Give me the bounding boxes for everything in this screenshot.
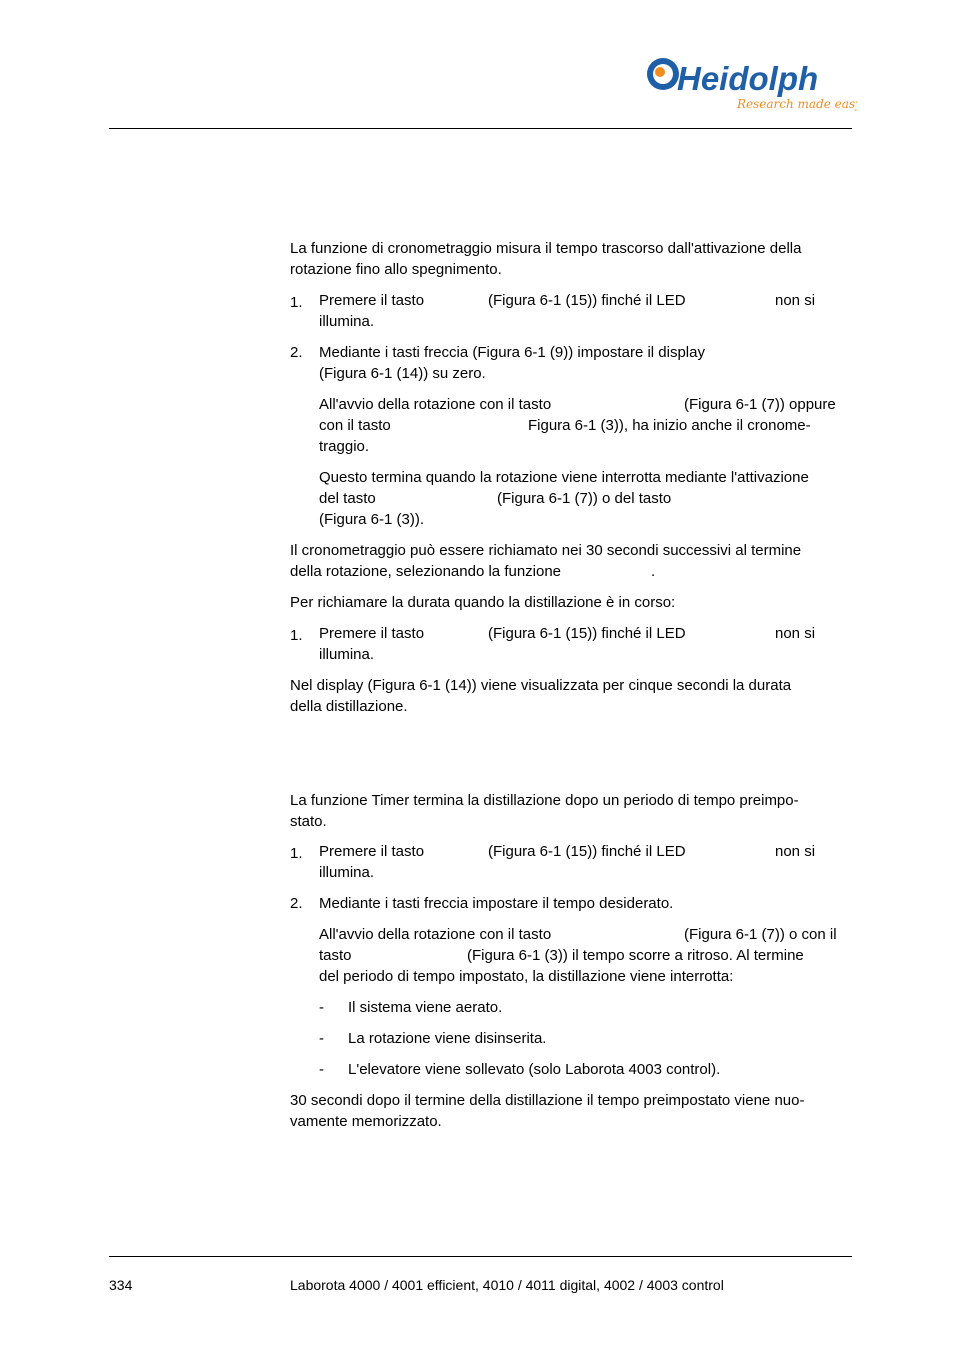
paragraph-line: della distillazione. xyxy=(290,698,408,715)
paragraph-line: La funzione di cronometraggio misura il tempo trascorso dall'attivazione della xyxy=(290,240,802,257)
step-text: illumina. xyxy=(319,864,375,881)
step-text: (Figura 6-1 (15)) finché il LED xyxy=(488,843,686,860)
paragraph-line: 30 secondi dopo il termine della distillazione il tempo preimpostato viene nuo- xyxy=(290,1092,805,1109)
paragraph-line: del periodo di tempo impostato, la distillazione viene interrotta: xyxy=(319,968,734,985)
step-text: (Figura 6-1 (15)) finché il LED xyxy=(488,625,686,642)
step-number: 1. xyxy=(290,627,303,644)
heidolph-logo xyxy=(645,52,857,112)
heidolph-logo-graphic xyxy=(645,52,857,112)
paragraph-line: Per richiamare la durata quando la distillazione è in corso: xyxy=(290,594,676,611)
paragraph-line: Questo termina quando la rotazione viene interrotta mediante l'attivazione xyxy=(319,469,809,486)
header-rule xyxy=(109,128,852,129)
step-number: 2. xyxy=(290,895,303,912)
step-text: Premere il tasto xyxy=(319,625,425,642)
paragraph-line: rotazione fino allo spegnimento. xyxy=(290,261,502,278)
paragraph-line: (Figura 6-1 (3)). xyxy=(319,511,425,528)
footer-rule xyxy=(109,1256,852,1257)
paragraph-line: (Figura 6-1 (7)) oppure xyxy=(684,396,836,413)
paragraph-line: stato. xyxy=(290,813,327,830)
page-number: 334 xyxy=(109,1277,133,1293)
step-text: Premere il tasto xyxy=(319,292,425,309)
paragraph-line: . xyxy=(651,563,656,580)
step-number: 2. xyxy=(290,344,303,361)
step-text: illumina. xyxy=(319,646,375,663)
step-text: (Figura 6-1 (15)) finché il LED xyxy=(488,292,686,309)
step-text: (Figura 6-1 (14)) su zero. xyxy=(319,365,486,382)
list-item: L'elevatore viene sollevato (solo Laborota 4003 control). xyxy=(348,1061,721,1078)
paragraph-line: tasto xyxy=(319,947,352,964)
step-number: 1. xyxy=(290,294,303,311)
paragraph-line: (Figura 6-1 (7)) o con il xyxy=(684,926,837,943)
paragraph-line: All'avvio della rotazione con il tasto xyxy=(319,396,552,413)
paragraph-line: della rotazione, selezionando la funzione xyxy=(290,563,562,580)
paragraph-line: La funzione Timer termina la distillazione dopo un periodo di tempo preimpo- xyxy=(290,792,799,809)
paragraph-line: (Figura 6-1 (7)) o del tasto xyxy=(497,490,672,507)
step-text: non si xyxy=(775,843,816,860)
step-text: non si xyxy=(775,625,816,642)
paragraph-line: con il tasto xyxy=(319,417,391,434)
bullet-mark: - xyxy=(319,1030,324,1047)
step-text: illumina. xyxy=(319,313,375,330)
footer-product: Laborota 4000 / 4001 efficient, 4010 / 4011 digital, 4002 / 4003 control xyxy=(290,1277,724,1293)
paragraph-line: Nel display (Figura 6-1 (14)) viene visualizzata per cinque secondi la durata xyxy=(290,677,792,694)
list-item: Il sistema viene aerato. xyxy=(348,999,503,1016)
step-text: Premere il tasto xyxy=(319,843,425,860)
paragraph-line: All'avvio della rotazione con il tasto xyxy=(319,926,552,943)
list-item: La rotazione viene disinserita. xyxy=(348,1030,547,1047)
step-text: non si xyxy=(775,292,816,309)
paragraph-line: (Figura 6-1 (3)) il tempo scorre a ritroso. Al termine xyxy=(467,947,804,964)
logo-brand-name: Heidolph xyxy=(677,60,819,97)
logo-tagline: Research made easy xyxy=(737,97,857,111)
paragraph-line: Figura 6-1 (3)), ha inizio anche il cronome- xyxy=(528,417,811,434)
bullet-mark: - xyxy=(319,1061,324,1078)
paragraph-line: Il cronometraggio può essere richiamato nei 30 secondi successivi al termine xyxy=(290,542,802,559)
step-number: 1. xyxy=(290,845,303,862)
paragraph-line: vamente memorizzato. xyxy=(290,1113,442,1130)
step-text: Mediante i tasti freccia impostare il tempo desiderato. xyxy=(319,895,674,912)
paragraph-line: traggio. xyxy=(319,438,370,455)
step-text: Mediante i tasti freccia (Figura 6-1 (9)) impostare il display xyxy=(319,344,705,361)
bullet-mark: - xyxy=(319,999,324,1016)
paragraph-line: del tasto xyxy=(319,490,376,507)
